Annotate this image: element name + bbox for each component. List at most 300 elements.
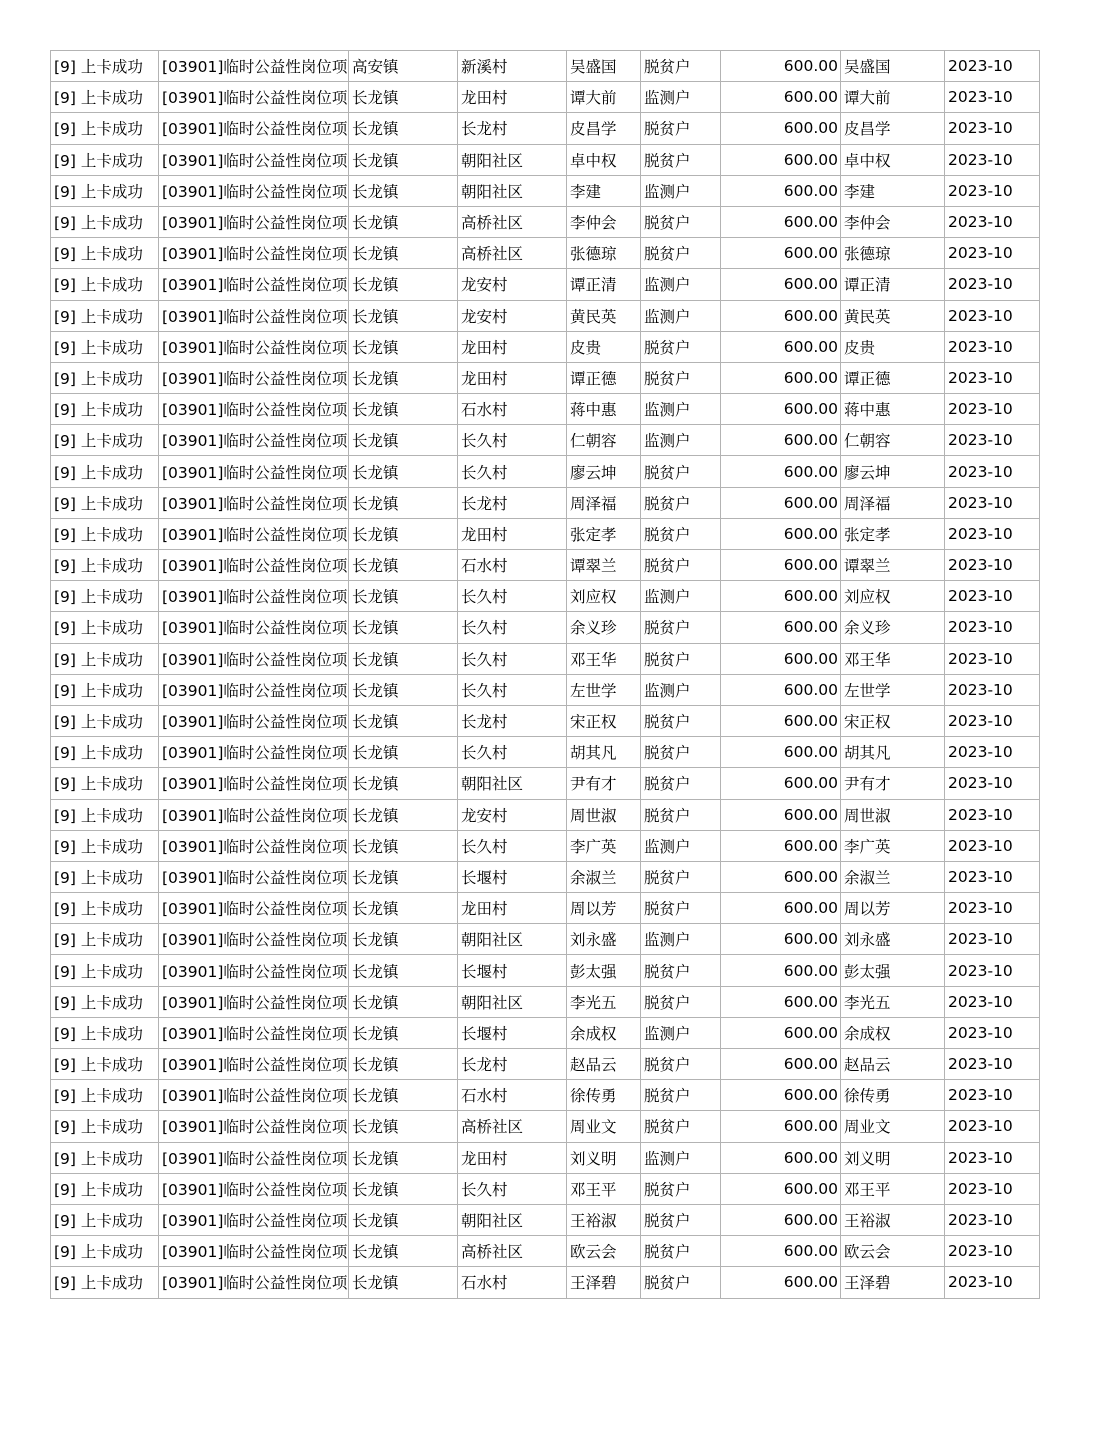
amount-cell: 600.00	[721, 1017, 841, 1048]
name-cell: 徐传勇	[567, 1080, 641, 1111]
village-cell: 高桥社区	[458, 238, 567, 269]
month-cell: 2023-10	[945, 799, 1040, 830]
payment-table	[50, 50, 1040, 1299]
name-cell: 皮昌学	[567, 113, 641, 144]
village-cell: 龙田村	[458, 362, 567, 393]
payee-cell: 余义珍	[841, 612, 945, 643]
category-cell: 脱贫户	[641, 643, 721, 674]
amount-cell: 600.00	[721, 1049, 841, 1080]
town-cell: 长龙镇	[349, 300, 458, 331]
month-cell: 2023-10	[945, 986, 1040, 1017]
project-cell: [03901]临时公益性岗位项	[159, 175, 349, 206]
category-cell: 脱贫户	[641, 331, 721, 362]
category-cell: 脱贫户	[641, 518, 721, 549]
table-row	[51, 1080, 1040, 1111]
village-cell: 长久村	[458, 456, 567, 487]
month-cell: 2023-10	[945, 612, 1040, 643]
category-cell: 脱贫户	[641, 362, 721, 393]
town-cell: 长龙镇	[349, 1049, 458, 1080]
village-cell: 长久村	[458, 425, 567, 456]
payment-sheet	[50, 50, 1040, 1299]
town-cell: 长龙镇	[349, 705, 458, 736]
status-cell: [9] 上卡成功	[51, 362, 159, 393]
month-cell: 2023-10	[945, 1017, 1040, 1048]
status-cell: [9] 上卡成功	[51, 144, 159, 175]
village-cell: 高桥社区	[458, 206, 567, 237]
town-cell: 长龙镇	[349, 238, 458, 269]
status-cell: [9] 上卡成功	[51, 955, 159, 986]
status-cell: [9] 上卡成功	[51, 425, 159, 456]
project-cell: [03901]临时公益性岗位项	[159, 1080, 349, 1111]
category-cell: 脱贫户	[641, 705, 721, 736]
table-row	[51, 1017, 1040, 1048]
payee-cell: 周业文	[841, 1111, 945, 1142]
month-cell: 2023-10	[945, 705, 1040, 736]
payee-cell: 李建	[841, 175, 945, 206]
town-cell: 长龙镇	[349, 737, 458, 768]
category-cell: 监测户	[641, 82, 721, 113]
month-cell: 2023-10	[945, 768, 1040, 799]
village-cell: 石水村	[458, 394, 567, 425]
table-row	[51, 269, 1040, 300]
month-cell: 2023-10	[945, 550, 1040, 581]
payee-cell: 张德琼	[841, 238, 945, 269]
month-cell: 2023-10	[945, 300, 1040, 331]
status-cell: [9] 上卡成功	[51, 550, 159, 581]
village-cell: 朝阳社区	[458, 986, 567, 1017]
table-row	[51, 300, 1040, 331]
project-cell: [03901]临时公益性岗位项	[159, 1236, 349, 1267]
status-cell: [9] 上卡成功	[51, 799, 159, 830]
amount-cell: 600.00	[721, 518, 841, 549]
payee-cell: 周以芳	[841, 893, 945, 924]
town-cell: 长龙镇	[349, 674, 458, 705]
category-cell: 脱贫户	[641, 986, 721, 1017]
status-cell: [9] 上卡成功	[51, 518, 159, 549]
name-cell: 余淑兰	[567, 861, 641, 892]
amount-cell: 600.00	[721, 331, 841, 362]
amount-cell: 600.00	[721, 861, 841, 892]
payee-cell: 周世淑	[841, 799, 945, 830]
status-cell: [9] 上卡成功	[51, 113, 159, 144]
name-cell: 欧云会	[567, 1236, 641, 1267]
amount-cell: 600.00	[721, 550, 841, 581]
project-cell: [03901]临时公益性岗位项	[159, 674, 349, 705]
payee-cell: 彭太强	[841, 955, 945, 986]
village-cell: 龙田村	[458, 1142, 567, 1173]
amount-cell: 600.00	[721, 737, 841, 768]
status-cell: [9] 上卡成功	[51, 456, 159, 487]
project-cell: [03901]临时公益性岗位项	[159, 238, 349, 269]
town-cell: 长龙镇	[349, 206, 458, 237]
category-cell: 脱贫户	[641, 612, 721, 643]
category-cell: 监测户	[641, 175, 721, 206]
town-cell: 长龙镇	[349, 1173, 458, 1204]
month-cell: 2023-10	[945, 1204, 1040, 1235]
table-row	[51, 550, 1040, 581]
month-cell: 2023-10	[945, 581, 1040, 612]
payee-cell: 王裕淑	[841, 1204, 945, 1235]
name-cell: 刘永盛	[567, 924, 641, 955]
status-cell: [9] 上卡成功	[51, 1142, 159, 1173]
project-cell: [03901]临时公益性岗位项	[159, 518, 349, 549]
name-cell: 邓王华	[567, 643, 641, 674]
status-cell: [9] 上卡成功	[51, 175, 159, 206]
amount-cell: 600.00	[721, 175, 841, 206]
project-cell: [03901]临时公益性岗位项	[159, 331, 349, 362]
name-cell: 周业文	[567, 1111, 641, 1142]
town-cell: 长龙镇	[349, 331, 458, 362]
name-cell: 周以芳	[567, 893, 641, 924]
town-cell: 长龙镇	[349, 1204, 458, 1235]
category-cell: 脱贫户	[641, 1111, 721, 1142]
month-cell: 2023-10	[945, 674, 1040, 705]
payee-cell: 张定孝	[841, 518, 945, 549]
project-cell: [03901]临时公益性岗位项	[159, 986, 349, 1017]
month-cell: 2023-10	[945, 893, 1040, 924]
table-row	[51, 893, 1040, 924]
town-cell: 长龙镇	[349, 1267, 458, 1298]
table-row	[51, 518, 1040, 549]
table-row	[51, 362, 1040, 393]
village-cell: 朝阳社区	[458, 175, 567, 206]
village-cell: 高桥社区	[458, 1111, 567, 1142]
project-cell: [03901]临时公益性岗位项	[159, 799, 349, 830]
amount-cell: 600.00	[721, 300, 841, 331]
amount-cell: 600.00	[721, 1142, 841, 1173]
amount-cell: 600.00	[721, 238, 841, 269]
month-cell: 2023-10	[945, 113, 1040, 144]
status-cell: [9] 上卡成功	[51, 1017, 159, 1048]
amount-cell: 600.00	[721, 1204, 841, 1235]
month-cell: 2023-10	[945, 394, 1040, 425]
name-cell: 李建	[567, 175, 641, 206]
name-cell: 李光五	[567, 986, 641, 1017]
payee-cell: 欧云会	[841, 1236, 945, 1267]
project-cell: [03901]临时公益性岗位项	[159, 1173, 349, 1204]
village-cell: 长久村	[458, 830, 567, 861]
project-cell: [03901]临时公益性岗位项	[159, 955, 349, 986]
category-cell: 脱贫户	[641, 550, 721, 581]
payee-cell: 仁朝容	[841, 425, 945, 456]
amount-cell: 600.00	[721, 206, 841, 237]
status-cell: [9] 上卡成功	[51, 1049, 159, 1080]
table-row	[51, 82, 1040, 113]
village-cell: 龙安村	[458, 300, 567, 331]
town-cell: 长龙镇	[349, 1236, 458, 1267]
project-cell: [03901]临时公益性岗位项	[159, 737, 349, 768]
amount-cell: 600.00	[721, 799, 841, 830]
name-cell: 谭正清	[567, 269, 641, 300]
village-cell: 新溪村	[458, 51, 567, 82]
table-row	[51, 861, 1040, 892]
payee-cell: 李光五	[841, 986, 945, 1017]
name-cell: 周世淑	[567, 799, 641, 830]
amount-cell: 600.00	[721, 1267, 841, 1298]
table-row	[51, 1236, 1040, 1267]
status-cell: [9] 上卡成功	[51, 737, 159, 768]
payee-cell: 刘永盛	[841, 924, 945, 955]
status-cell: [9] 上卡成功	[51, 768, 159, 799]
village-cell: 石水村	[458, 1080, 567, 1111]
village-cell: 长久村	[458, 737, 567, 768]
category-cell: 脱贫户	[641, 768, 721, 799]
status-cell: [9] 上卡成功	[51, 1080, 159, 1111]
payee-cell: 邓王平	[841, 1173, 945, 1204]
project-cell: [03901]临时公益性岗位项	[159, 1049, 349, 1080]
village-cell: 龙安村	[458, 799, 567, 830]
amount-cell: 600.00	[721, 768, 841, 799]
category-cell: 脱贫户	[641, 1267, 721, 1298]
name-cell: 周泽福	[567, 487, 641, 518]
table-row	[51, 612, 1040, 643]
amount-cell: 600.00	[721, 612, 841, 643]
project-cell: [03901]临时公益性岗位项	[159, 144, 349, 175]
name-cell: 彭太强	[567, 955, 641, 986]
town-cell: 长龙镇	[349, 612, 458, 643]
village-cell: 长龙村	[458, 1049, 567, 1080]
payee-cell: 谭翠兰	[841, 550, 945, 581]
amount-cell: 600.00	[721, 893, 841, 924]
table-row	[51, 51, 1040, 82]
town-cell: 长龙镇	[349, 269, 458, 300]
town-cell: 长龙镇	[349, 830, 458, 861]
month-cell: 2023-10	[945, 331, 1040, 362]
name-cell: 李广英	[567, 830, 641, 861]
town-cell: 长龙镇	[349, 550, 458, 581]
name-cell: 谭正德	[567, 362, 641, 393]
amount-cell: 600.00	[721, 456, 841, 487]
month-cell: 2023-10	[945, 425, 1040, 456]
project-cell: [03901]临时公益性岗位项	[159, 1111, 349, 1142]
category-cell: 脱贫户	[641, 51, 721, 82]
name-cell: 李仲会	[567, 206, 641, 237]
payee-cell: 卓中权	[841, 144, 945, 175]
status-cell: [9] 上卡成功	[51, 1111, 159, 1142]
payee-cell: 谭大前	[841, 82, 945, 113]
name-cell: 吴盛国	[567, 51, 641, 82]
town-cell: 长龙镇	[349, 1017, 458, 1048]
project-cell: [03901]临时公益性岗位项	[159, 581, 349, 612]
village-cell: 长久村	[458, 674, 567, 705]
status-cell: [9] 上卡成功	[51, 705, 159, 736]
month-cell: 2023-10	[945, 1111, 1040, 1142]
status-cell: [9] 上卡成功	[51, 238, 159, 269]
name-cell: 张定孝	[567, 518, 641, 549]
payee-cell: 邓王华	[841, 643, 945, 674]
village-cell: 朝阳社区	[458, 1204, 567, 1235]
month-cell: 2023-10	[945, 238, 1040, 269]
status-cell: [9] 上卡成功	[51, 674, 159, 705]
month-cell: 2023-10	[945, 955, 1040, 986]
village-cell: 长久村	[458, 581, 567, 612]
category-cell: 脱贫户	[641, 487, 721, 518]
town-cell: 长龙镇	[349, 456, 458, 487]
category-cell: 脱贫户	[641, 893, 721, 924]
month-cell: 2023-10	[945, 1173, 1040, 1204]
status-cell: [9] 上卡成功	[51, 986, 159, 1017]
category-cell: 脱贫户	[641, 955, 721, 986]
town-cell: 长龙镇	[349, 1080, 458, 1111]
table-row	[51, 924, 1040, 955]
payee-cell: 尹有才	[841, 768, 945, 799]
village-cell: 龙田村	[458, 331, 567, 362]
name-cell: 仁朝容	[567, 425, 641, 456]
category-cell: 脱贫户	[641, 238, 721, 269]
category-cell: 脱贫户	[641, 1173, 721, 1204]
table-row	[51, 1173, 1040, 1204]
name-cell: 谭大前	[567, 82, 641, 113]
project-cell: [03901]临时公益性岗位项	[159, 1267, 349, 1298]
payee-cell: 胡其凡	[841, 737, 945, 768]
name-cell: 邓王平	[567, 1173, 641, 1204]
payee-cell: 谭正清	[841, 269, 945, 300]
payee-cell: 刘应权	[841, 581, 945, 612]
month-cell: 2023-10	[945, 830, 1040, 861]
name-cell: 余成权	[567, 1017, 641, 1048]
month-cell: 2023-10	[945, 206, 1040, 237]
table-row	[51, 1142, 1040, 1173]
table-row	[51, 705, 1040, 736]
category-cell: 监测户	[641, 581, 721, 612]
project-cell: [03901]临时公益性岗位项	[159, 768, 349, 799]
month-cell: 2023-10	[945, 1236, 1040, 1267]
project-cell: [03901]临时公益性岗位项	[159, 550, 349, 581]
town-cell: 长龙镇	[349, 955, 458, 986]
name-cell: 王裕淑	[567, 1204, 641, 1235]
name-cell: 胡其凡	[567, 737, 641, 768]
category-cell: 监测户	[641, 394, 721, 425]
category-cell: 监测户	[641, 1017, 721, 1048]
project-cell: [03901]临时公益性岗位项	[159, 269, 349, 300]
category-cell: 脱贫户	[641, 737, 721, 768]
category-cell: 脱贫户	[641, 799, 721, 830]
month-cell: 2023-10	[945, 175, 1040, 206]
town-cell: 长龙镇	[349, 425, 458, 456]
payee-cell: 廖云坤	[841, 456, 945, 487]
name-cell: 皮贵	[567, 331, 641, 362]
table-row	[51, 1049, 1040, 1080]
town-cell: 长龙镇	[349, 82, 458, 113]
village-cell: 龙安村	[458, 269, 567, 300]
payee-cell: 周泽福	[841, 487, 945, 518]
amount-cell: 600.00	[721, 674, 841, 705]
payee-cell: 皮昌学	[841, 113, 945, 144]
category-cell: 监测户	[641, 830, 721, 861]
category-cell: 脱贫户	[641, 113, 721, 144]
table-body	[51, 51, 1040, 1299]
table-row	[51, 1267, 1040, 1298]
name-cell: 刘义明	[567, 1142, 641, 1173]
amount-cell: 600.00	[721, 487, 841, 518]
table-row	[51, 394, 1040, 425]
category-cell: 脱贫户	[641, 1204, 721, 1235]
amount-cell: 600.00	[721, 955, 841, 986]
name-cell: 左世学	[567, 674, 641, 705]
payee-cell: 吴盛国	[841, 51, 945, 82]
amount-cell: 600.00	[721, 1111, 841, 1142]
project-cell: [03901]临时公益性岗位项	[159, 705, 349, 736]
payee-cell: 王泽碧	[841, 1267, 945, 1298]
status-cell: [9] 上卡成功	[51, 1173, 159, 1204]
village-cell: 龙田村	[458, 893, 567, 924]
status-cell: [9] 上卡成功	[51, 82, 159, 113]
month-cell: 2023-10	[945, 1142, 1040, 1173]
month-cell: 2023-10	[945, 1049, 1040, 1080]
category-cell: 脱贫户	[641, 861, 721, 892]
name-cell: 宋正权	[567, 705, 641, 736]
town-cell: 长龙镇	[349, 362, 458, 393]
town-cell: 长龙镇	[349, 1142, 458, 1173]
amount-cell: 600.00	[721, 82, 841, 113]
status-cell: [9] 上卡成功	[51, 487, 159, 518]
town-cell: 长龙镇	[349, 581, 458, 612]
status-cell: [9] 上卡成功	[51, 1267, 159, 1298]
name-cell: 黄民英	[567, 300, 641, 331]
amount-cell: 600.00	[721, 643, 841, 674]
payee-cell: 徐传勇	[841, 1080, 945, 1111]
town-cell: 长龙镇	[349, 799, 458, 830]
month-cell: 2023-10	[945, 861, 1040, 892]
amount-cell: 600.00	[721, 394, 841, 425]
table-row	[51, 175, 1040, 206]
table-row	[51, 144, 1040, 175]
payee-cell: 皮贵	[841, 331, 945, 362]
table-row	[51, 955, 1040, 986]
project-cell: [03901]临时公益性岗位项	[159, 1204, 349, 1235]
table-row	[51, 1204, 1040, 1235]
payee-cell: 谭正德	[841, 362, 945, 393]
table-row	[51, 206, 1040, 237]
payee-cell: 蒋中惠	[841, 394, 945, 425]
month-cell: 2023-10	[945, 1267, 1040, 1298]
project-cell: [03901]临时公益性岗位项	[159, 1142, 349, 1173]
name-cell: 刘应权	[567, 581, 641, 612]
amount-cell: 600.00	[721, 924, 841, 955]
month-cell: 2023-10	[945, 82, 1040, 113]
name-cell: 廖云坤	[567, 456, 641, 487]
table-row	[51, 425, 1040, 456]
project-cell: [03901]临时公益性岗位项	[159, 394, 349, 425]
month-cell: 2023-10	[945, 518, 1040, 549]
status-cell: [9] 上卡成功	[51, 331, 159, 362]
table-row	[51, 113, 1040, 144]
status-cell: [9] 上卡成功	[51, 924, 159, 955]
project-cell: [03901]临时公益性岗位项	[159, 893, 349, 924]
status-cell: [9] 上卡成功	[51, 300, 159, 331]
status-cell: [9] 上卡成功	[51, 206, 159, 237]
project-cell: [03901]临时公益性岗位项	[159, 425, 349, 456]
month-cell: 2023-10	[945, 487, 1040, 518]
month-cell: 2023-10	[945, 1080, 1040, 1111]
table-row	[51, 331, 1040, 362]
category-cell: 脱贫户	[641, 144, 721, 175]
town-cell: 长龙镇	[349, 1111, 458, 1142]
project-cell: [03901]临时公益性岗位项	[159, 362, 349, 393]
category-cell: 监测户	[641, 924, 721, 955]
village-cell: 石水村	[458, 1267, 567, 1298]
town-cell: 长龙镇	[349, 768, 458, 799]
status-cell: [9] 上卡成功	[51, 861, 159, 892]
month-cell: 2023-10	[945, 144, 1040, 175]
category-cell: 脱贫户	[641, 456, 721, 487]
amount-cell: 600.00	[721, 986, 841, 1017]
month-cell: 2023-10	[945, 737, 1040, 768]
amount-cell: 600.00	[721, 1080, 841, 1111]
village-cell: 朝阳社区	[458, 144, 567, 175]
month-cell: 2023-10	[945, 362, 1040, 393]
town-cell: 长龙镇	[349, 924, 458, 955]
